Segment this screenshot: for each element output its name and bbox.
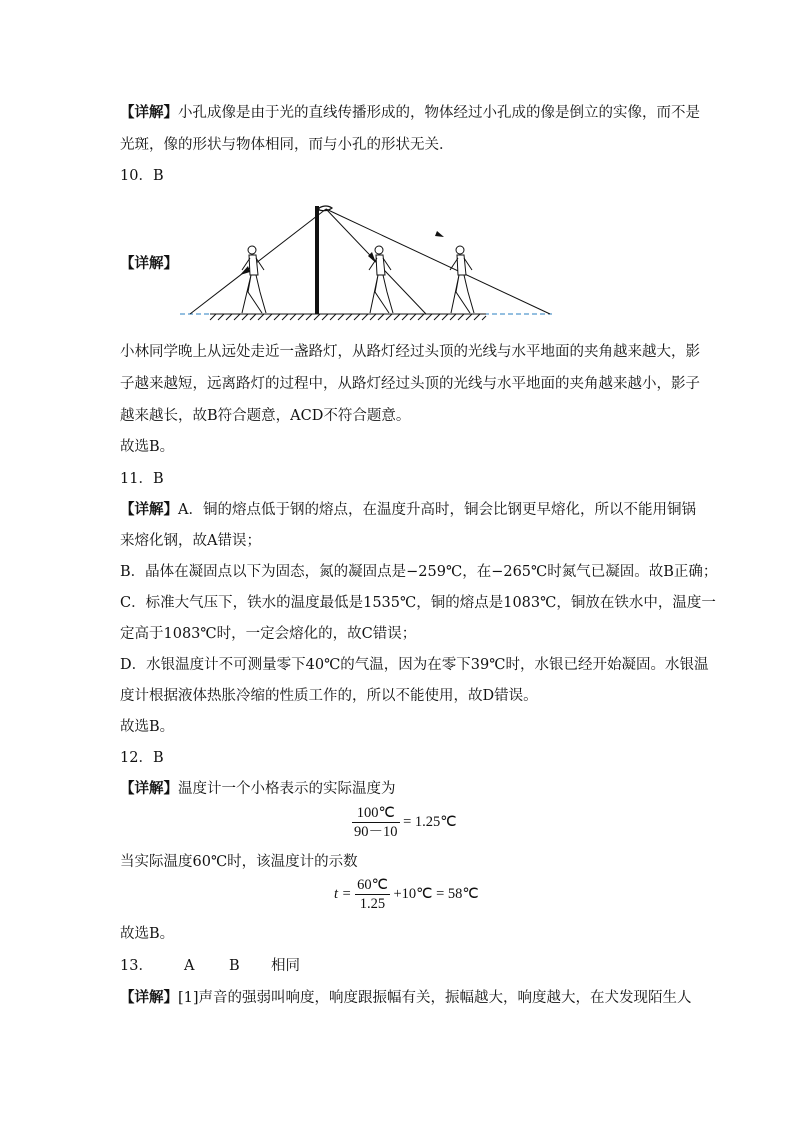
q10-detail-line-3: 越来越长，故B符合题意，ACD不符合题意。: [120, 408, 411, 424]
q12-conclusion: 故选B。: [120, 926, 175, 942]
q11-detail-d-line-1: D．水银温度计不可测量零下40℃的气温，因为在零下39℃时，水银已经开始凝固。水银温: [120, 657, 709, 673]
walking-figure-right: [450, 246, 474, 313]
ground-hatching: [210, 314, 486, 320]
q10-detail-line-2: 子越来越短，远离路灯的过程中，从路灯经过头顶的光线与水平地面的夹角越来越小，影子: [120, 376, 700, 392]
q11-detail-b-line: B．晶体在凝固点以下为固态，氮的凝固点是−259℃，在−265℃时氮气已凝固。故B正确；: [120, 564, 718, 580]
q12-eq2-lhs: t =: [334, 885, 352, 902]
q12-detail-line-2: 当实际温度60℃时，该温度计的示数: [120, 854, 358, 870]
q12-eq1-rhs: = 1.25℃: [403, 813, 457, 830]
q12-eq2-denominator: 1.25: [359, 896, 386, 912]
q13-detail-label: 【详解】: [120, 989, 178, 1006]
q11-conclusion: 故选B。: [120, 719, 175, 735]
q10-detail-label: 【详解】: [120, 255, 178, 272]
ray-arrows: [240, 231, 444, 275]
q12-eq2-numerator: 60℃: [357, 877, 388, 893]
q11-detail-a-text: A．铜的熔点低于钢的熔点，在温度升高时，铜会比钢更早熔化，所以不能用铜锅: [178, 502, 696, 518]
q11-detail-c-line-1: C．标准大气压下，铁水的温度最低是1535℃，铜的熔点是1083℃，铜放在铁水中，温度一: [120, 595, 716, 611]
q12-eq1-numerator: 100℃: [352, 804, 400, 823]
q12-heading: 12．B: [120, 750, 164, 766]
q13-detail-line-1: [120, 988, 692, 1008]
q13-heading: [120, 956, 300, 976]
streetlight-diagram: [180, 200, 560, 328]
q13-detail-text: [1]声音的强弱叫响度，响度跟振幅有关，振幅越大，响度越大，在犬发现陌生人: [178, 990, 692, 1006]
q12-equation-2: [334, 876, 479, 913]
q11-detail-label: 【详解】: [120, 501, 178, 518]
q12-detail-line-1: [120, 779, 396, 799]
walking-figure-left: [242, 246, 266, 313]
q10-conclusion: 故选B。: [120, 439, 175, 455]
q11-detail-a-line-1: [120, 500, 696, 520]
q11-heading: 11．B: [120, 471, 164, 487]
q10-detail-line-1: 小林同学晚上从远处走近一盏路灯，从路灯经过头顶的光线与水平地面的夹角越来越大，影: [120, 344, 700, 360]
q12-eq2-rhs: +10℃ = 58℃: [393, 885, 479, 902]
q11-detail-d-line-2: 度计根据液体热胀冷缩的性质工作的，所以不能使用，故D错误。: [120, 688, 538, 704]
q12-equation-1: [352, 804, 457, 841]
q9-detail-label: 【详解】: [120, 104, 178, 121]
q10-heading: 10．B: [120, 168, 164, 184]
q11-detail-c-line-2: 定高于1083℃时，一定会熔化的，故C错误；: [120, 626, 417, 642]
q13-number: 13．: [120, 958, 153, 974]
q12-eq1-denominator: 90－10: [354, 824, 398, 840]
lamp-pole: [315, 206, 319, 314]
light-rays: [190, 209, 550, 314]
q9-detail-line-1: [120, 103, 700, 123]
q12-eq2-fraction: [355, 876, 390, 913]
q9-detail-text: 小孔成像是由于光的直线传播形成的，物体经过小孔成的像是倒立的实像，而不是: [178, 105, 700, 121]
q13-answer-1: A: [184, 958, 195, 974]
q13-answer-3: 相同: [271, 958, 300, 974]
q12-detail-label: 【详解】: [120, 780, 178, 797]
q12-detail-text: 温度计一个小格表示的实际温度为: [178, 781, 396, 797]
q12-eq1-fraction: [352, 804, 400, 841]
q13-answer-2: B: [229, 958, 240, 974]
q11-detail-a-line-2: 来熔化钢，故A错误；: [120, 533, 261, 549]
q9-detail-line-2: 光斑，像的形状与物体相同，而与小孔的形状无关．: [120, 137, 454, 153]
